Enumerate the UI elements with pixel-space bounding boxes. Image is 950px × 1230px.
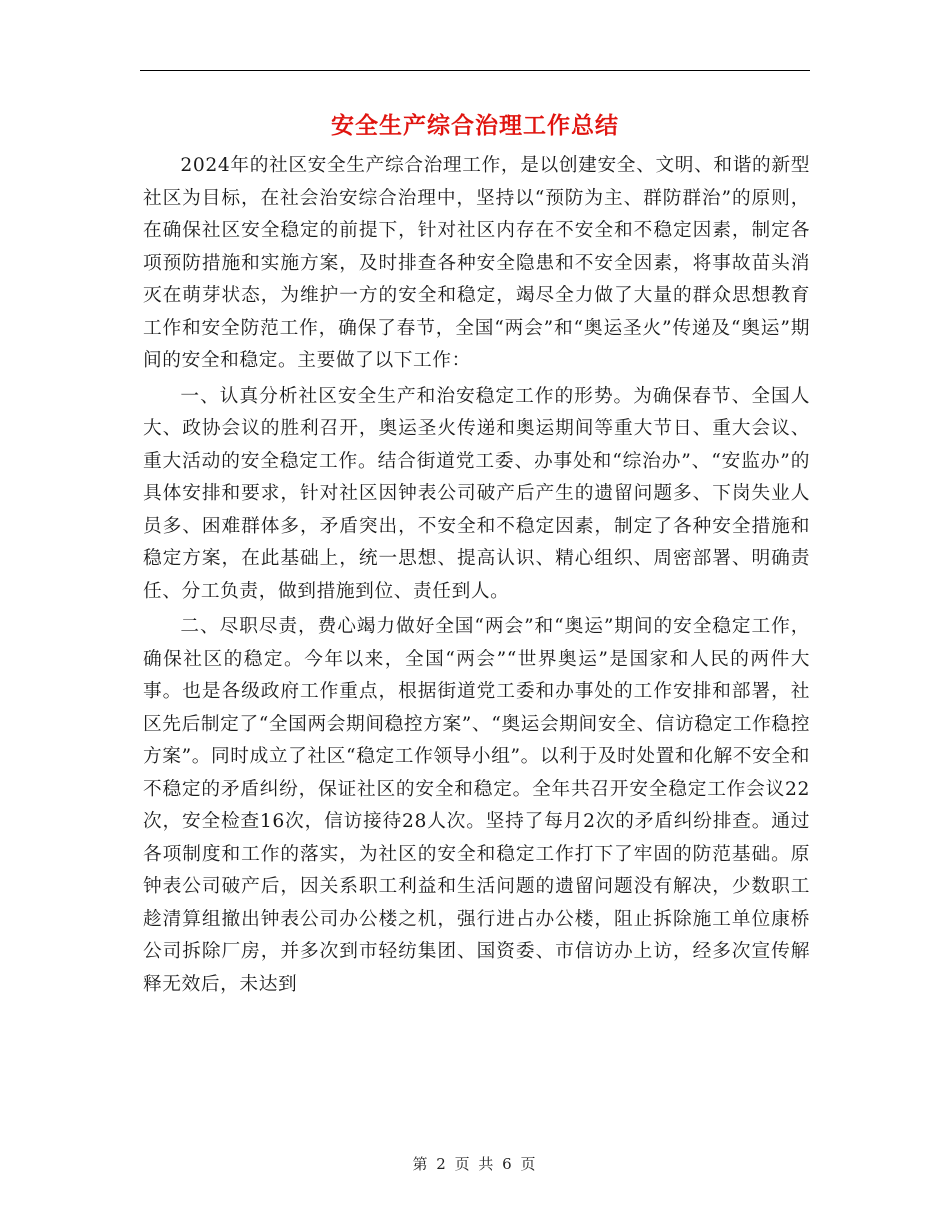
- paragraph-section-2: 二、尽职尽责，费心竭力做好全国“两会”和“奥运”期间的安全稳定工作，确保社区的稳定。今年以来，全国“两会”“世界奥运”是国家和人民的两件大事。也是各级政府工作重点，根据街道党工委和办事处的工作安排和部署，社区先后制定了“全国两会期间稳控方案”、“奥运会期间安全、信访稳定工作稳控方案”。同时成立了社区“稳定工作领导小组”。以利于及时处置和化解不安全和不稳定的矛盾纠纷，保证社区的安全和稳定。全年共召开安全稳定工作会议22次，安全检查16次，信访接待28人次。坚持了每月2次的矛盾纠纷排查。通过各项制度和工作的落实，为社区的安全和稳定工作打下了牢固的防范基础。原钟表公司破产后，因关系职工利益和生活问题的遗留问题没有解决，少数职工趁清算组撤出钟表公司办公楼之机，强行进占办公楼，阻止拆除施工单位康桥公司拆除厂房，并多次到市轻纺集团、国资委、市信访办上访，经多次宣传解释无效后，未达到: [143, 616, 810, 995]
- paragraph-intro: 2024年的社区安全生产综合治理工作，是以创建安全、文明、和谐的新型社区为目标，在社会治安综合治理中，坚持以“预防为主、群防群治”的原则，在确保社区安全稳定的前提下，针对社区内存在不安全和不稳定因素，制定各项预防措施和实施方案，及时排查各种安全隐患和不安全因素，将事故苗头消灭在萌芽状态，为维护一方的安全和稳定，竭尽全力做了大量的群众思想教育工作和安全防范工作，确保了春节，全国“两会”和“奥运圣火”传递及“奥运”期间的安全和稳定。主要做了以下工作：: [143, 155, 810, 371]
- header-rule: [140, 70, 810, 71]
- paragraph-section-1: 一、认真分析社区安全生产和治安稳定工作的形势。为确保春节、全国人大、政协会议的胜利召开，奥运圣火传递和奥运期间等重大节日、重大会议、重大活动的安全稳定工作。结合街道党工委、办事处和“综治办”、“安监办”的具体安排和要求，针对社区因钟表公司破产后产生的遗留问题多、下岗失业人员多、困难群体多，矛盾突出，不安全和不稳定因素，制定了各种安全措施和稳定方案，在此基础上，统一思想、提高认识、精心组织、周密部署、明确责任、分工负责，做到措施到位、责任到人。: [143, 385, 810, 602]
- page-number-footer: 第 2 页 共 6 页: [412, 1155, 538, 1173]
- document-title: 安全生产综合治理工作总结: [331, 112, 619, 139]
- document-body: [143, 150, 810, 1004]
